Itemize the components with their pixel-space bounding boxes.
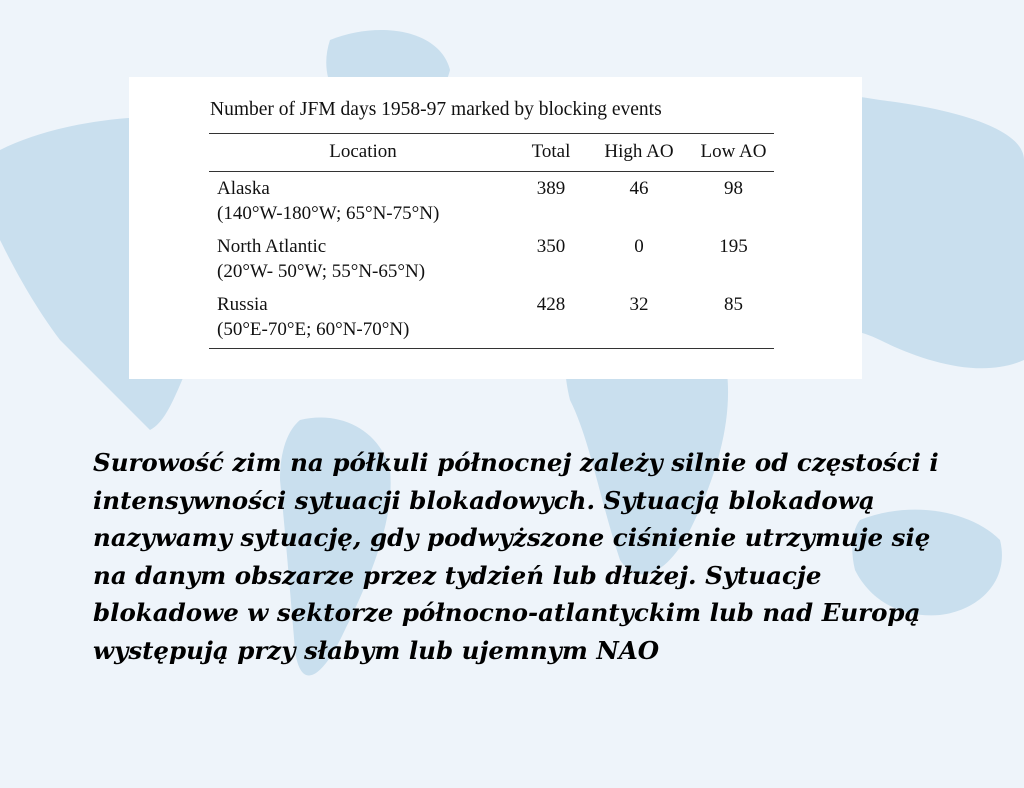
table-header-row (209, 134, 774, 172)
total-cell: 428 (517, 289, 585, 349)
location-cell (209, 289, 517, 349)
low-ao-cell: 98 (724, 178, 743, 199)
table-row (209, 172, 774, 232)
header-location: Location (209, 134, 517, 172)
location-coords: (140°W-180°W; 65°N-75°N) (217, 203, 440, 224)
table-caption: Number of JFM days 1958-97 marked by blocking events (210, 99, 662, 120)
header-high-ao: High AO (585, 134, 693, 172)
location-name: North Atlantic (217, 236, 327, 257)
low-ao-cell: 85 (693, 289, 774, 349)
blocking-events-table-card (129, 77, 862, 379)
location-cell (209, 172, 517, 232)
description-paragraph: Surowość zim na półkuli północnej zależy silnie od częstości i intensywności sytuacji blokadowych. Sytuacją blokadową nazywamy sytuację, gdy podwyższone ciśnienie utrzymuje się na danym obszarze przez tydzień lub dłużej. Sytuacje blokadowe w sektorze północno-atlantyckim lub nad Europą występują przy słabym lub ujemnym NAO (93, 448, 939, 665)
location-name: Alaska (217, 178, 270, 199)
header-total: Total (517, 134, 585, 172)
table-row (209, 231, 774, 289)
location-cell (209, 231, 517, 289)
high-ao-cell: 32 (585, 289, 693, 349)
location-name: Russia (217, 294, 268, 315)
total-cell: 389 (536, 178, 566, 199)
high-ao-cell: 0 (634, 236, 644, 257)
location-coords: (50°E-70°E; 60°N-70°N) (217, 319, 410, 340)
location-coords: (20°W- 50°W; 55°N-65°N) (217, 261, 426, 282)
total-cell: 350 (536, 236, 566, 257)
blocking-events-table (209, 133, 774, 349)
high-ao-cell: 46 (629, 178, 649, 199)
table-row (209, 289, 774, 349)
header-low-ao: Low AO (693, 134, 774, 172)
low-ao-cell: 195 (719, 236, 748, 257)
